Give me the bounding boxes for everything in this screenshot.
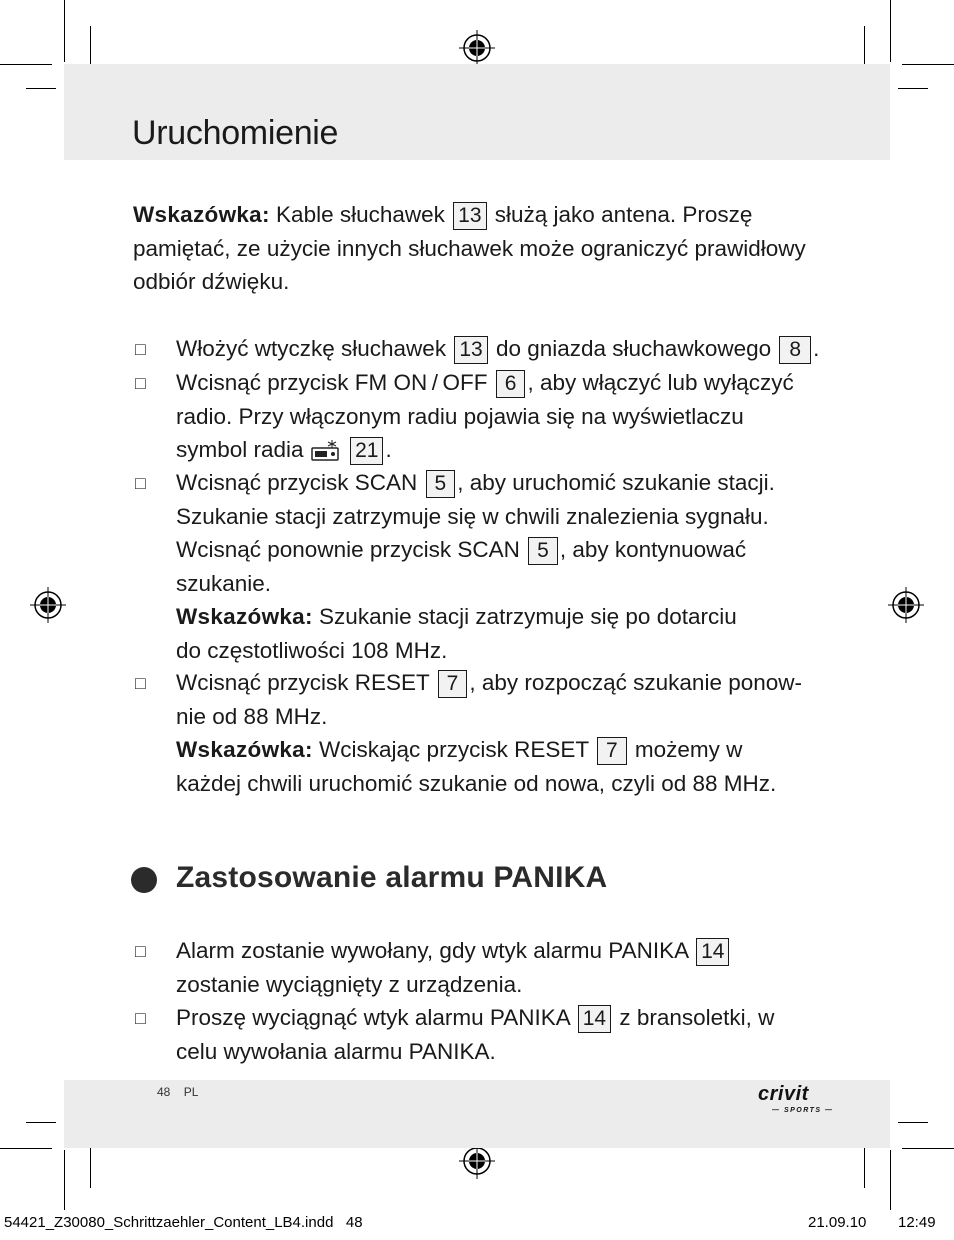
list-item: Wcisnąć przycisk RESET 7 , aby rozpocząć szukanie ponow- nie od 88 MHz. Wskazówka: Wciskając przycisk RESET 7 możemy w każdej chwili uruchomić szukanie od nowa, czyli od 88 MHz. [176, 670, 803, 796]
crop-mark [898, 1122, 928, 1123]
list-item: Włożyć wtyczkę słuchawek 13 do gniazda słuchawkowego 8 . [176, 332, 836, 366]
registration-mark-icon [30, 587, 66, 623]
print-slug-file: 54421_Z30080_Schrittzaehler_Content_LB4.indd 48 [4, 1214, 363, 1231]
crop-mark [864, 26, 865, 68]
crop-mark [864, 1142, 865, 1188]
reference-number: 13 [453, 202, 486, 230]
reference-number: 7 [597, 737, 627, 765]
crop-mark [0, 64, 52, 65]
section-title: Zastosowanie alarmu PANIKA [176, 861, 608, 894]
list-item: Wcisnąć przycisk SCAN 5 , aby uruchomić szukanie stacji. Szukanie stacji zatrzymuje się w chwili znalezienia sygnału. Wcisnąć ponownie przycisk SCAN 5 , aby kontynuować szukanie. Wskazówka: Szukanie stacji zatrzymuje się po dotarciu do częstotliwości 108 MHz. [176, 470, 775, 663]
section-bullet-icon [131, 867, 157, 893]
print-slug-time: 12:49 [898, 1214, 936, 1231]
registration-mark-icon [459, 30, 495, 66]
crivit-logo: crivit [758, 1083, 809, 1105]
bullet-square-icon: □ [135, 339, 146, 359]
page-number: 48 PL [157, 1085, 199, 1099]
bullet-square-icon: □ [135, 373, 146, 393]
list-item: Alarm zostanie wywołany, gdy wtyk alarmu PANIKA 14 zostanie wyciągnięty z urządzenia. [176, 934, 836, 1001]
crop-mark [64, 0, 65, 62]
crop-mark [902, 64, 954, 65]
reference-number: 6 [496, 370, 526, 398]
print-slug-date: 21.09.10 [808, 1214, 867, 1231]
registration-mark-icon [459, 1143, 495, 1179]
reference-number: 14 [696, 938, 729, 966]
crop-mark [90, 1142, 91, 1188]
reference-number: 5 [426, 470, 456, 498]
reference-number: 21 [350, 437, 383, 465]
list-item: Proszę wyciągnąć wtyk alarmu PANIKA 14 z bransoletki, w celu wywołania alarmu PANIKA. [176, 1005, 775, 1064]
reference-number: 7 [438, 670, 468, 698]
crop-mark [26, 1122, 56, 1123]
crivit-logo-sub: — SPORTS — [772, 1107, 834, 1114]
radio-symbol-icon [310, 439, 342, 463]
crop-mark [64, 1150, 65, 1210]
bullet-square-icon: □ [135, 673, 146, 693]
bullet-square-icon: □ [135, 473, 146, 493]
reference-number: 5 [528, 537, 558, 565]
bullet-square-icon: □ [135, 1008, 146, 1028]
registration-mark-icon [888, 587, 924, 623]
language-code: PL [183, 1085, 199, 1099]
crop-mark [890, 0, 891, 62]
page-title: Uruchomienie [132, 114, 339, 152]
crop-mark [902, 1148, 954, 1149]
reference-number: 8 [779, 336, 811, 364]
crop-mark [26, 88, 56, 89]
note-label: Wskazówka: [133, 202, 270, 227]
reference-number: 14 [578, 1005, 611, 1033]
bullet-square-icon: □ [135, 941, 146, 961]
crop-mark [890, 1150, 891, 1210]
note-label: Wskazówka: [176, 604, 313, 629]
crop-mark [898, 88, 928, 89]
note-paragraph: Wskazówka: Kable słuchawek 13 służą jako antena. Proszę pamiętać, ze użycie innych słuchawek może ograniczyć prawidłowy odbiór dźwięku. [133, 202, 806, 294]
list-item: Wcisnąć przycisk FM ON / OFF 6 , aby włączyć lub wyłączyć radio. Przy włączonym radiu pojawia się na wyświetlaczu symbol radia 21 . [176, 366, 836, 467]
note-label: Wskazówka: [176, 737, 313, 762]
crop-mark [90, 26, 91, 68]
reference-number: 13 [454, 336, 487, 364]
crop-mark [0, 1148, 52, 1149]
